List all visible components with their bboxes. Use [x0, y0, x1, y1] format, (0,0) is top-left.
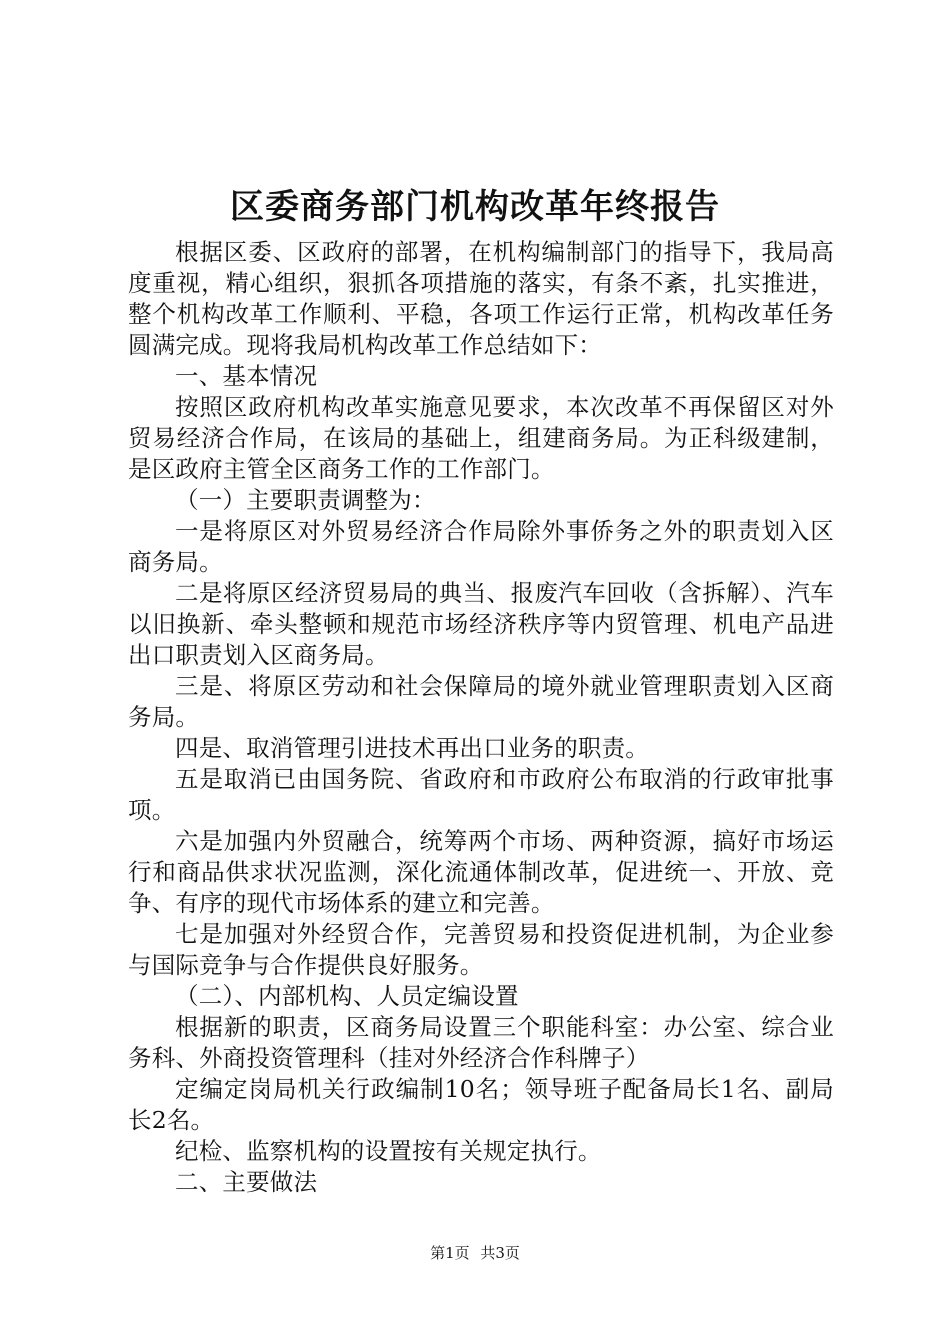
- duty-item-4: 四是、取消管理引进技术再出口业务的职责。: [175, 734, 649, 762]
- duty-item-5: 五是取消已由国务院、省政府和市政府公布取消的行政审批事项。: [128, 765, 834, 824]
- duty-item-7: 七是加强对外经贸合作，完善贸易和投资促进机制，为企业参与国际竞争与合作提供良好服务。: [128, 920, 834, 979]
- paragraph-departments: 根据新的职责，区商务局设置三个职能科室：办公室、综合业务科、外商投资管理科（挂对外经济合作科牌子）: [128, 1013, 834, 1072]
- page-total: 共3页: [480, 1244, 520, 1262]
- section-heading-main-practices: 二、主要做法: [175, 1168, 318, 1196]
- paragraph-staffing: 定编定岗局机关行政编制10名；领导班子配备局长1名、副局长2名。: [128, 1075, 834, 1134]
- page-footer: [0, 1243, 950, 1263]
- paragraph-discipline: 纪检、监察机构的设置按有关规定执行。: [175, 1137, 602, 1165]
- subsection-heading-duties: （一）主要职责调整为：: [175, 486, 436, 514]
- paragraph-intro: 根据区委、区政府的部署，在机构编制部门的指导下，我局高度重视，精心组织，狠抓各项措施的落实，有条不紊，扎实推进，整个机构改革工作顺利、平稳，各项工作运行正常，机构改革任务圆满完成。现将我局机构改革工作总结如下：: [128, 238, 834, 359]
- duty-item-2: 二是将原区经济贸易局的典当、报废汽车回收（含拆解）、汽车以旧换新、牵头整顿和规范市场经济秩序等内贸管理、机电产品进出口职责划入区商务局。: [128, 579, 834, 669]
- duty-item-3: 三是、将原区劳动和社会保障局的境外就业管理职责划入区商务局。: [128, 672, 834, 731]
- section-heading-basic-situation: 一、基本情况: [175, 362, 318, 390]
- document-body: [128, 237, 834, 1198]
- duty-item-1: 一是将原区对外贸易经济合作局除外事侨务之外的职责划入区商务局。: [128, 517, 834, 576]
- duty-item-6: 六是加强内外贸融合，统筹两个市场、两种资源，搞好市场运行和商品供求状况监测，深化流通体制改革，促进统一、开放、竞争、有序的现代市场体系的建立和完善。: [128, 827, 834, 917]
- subsection-heading-structure: （二）、内部机构、人员定编设置: [175, 982, 519, 1010]
- paragraph-reform-overview: 按照区政府机构改革实施意见要求，本次改革不再保留区对外贸易经济合作局，在该局的基础上，组建商务局。为正科级建制，是区政府主管全区商务工作的工作部门。: [128, 393, 834, 483]
- page-number: 第1页: [430, 1244, 470, 1262]
- document-title: 区委商务部门机构改革年终报告: [230, 187, 720, 227]
